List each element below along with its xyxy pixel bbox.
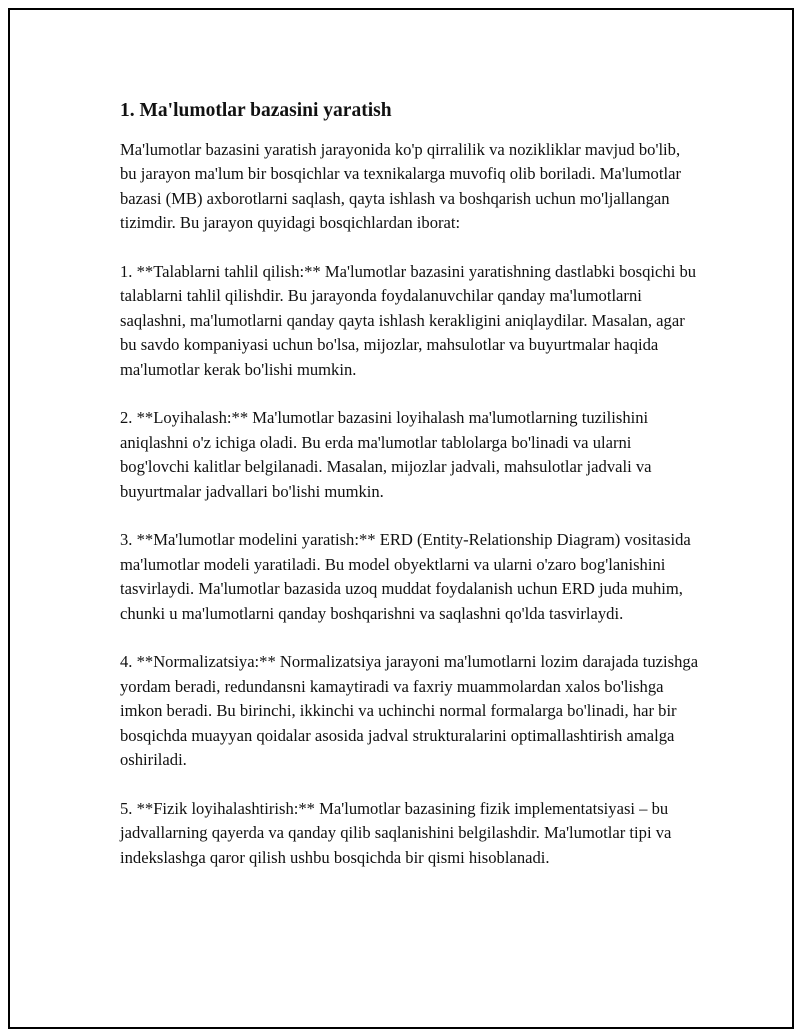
paragraph-physical-design: 5. **Fizik loyihalashtirish:** Ma'lumotlar bazasining fizik implementatsiyasi – bu jadvallarning qayerda va qanday qilib saqlanishini belgilashdir. Ma'lumotlar tipi va indekslashga qaror qilish ushbu bosqichda bir qismi hisoblanadi. bbox=[120, 798, 672, 867]
paragraph-design: 2. **Loyihalash:** Ma'lumotlar bazasini loyihalash ma'lumotlarning tuzilishini aniqlashni o'z ichiga oladi. Bu erda ma'lumotlar tablolarga bo'linadi va ularni bog'lovchi kalitlar belgilanadi. Masalan, mijozlar jadvali, mahsulotlar jadvali va buyurtmalar jadvallari bo'lishi mumkin. bbox=[120, 408, 652, 501]
document-page bbox=[8, 8, 794, 1029]
intro-paragraph: Ma'lumotlar bazasini yaratish jarayonida ko'p qirralilik va nozikliklar mavjud bo'lib, bu jarayon ma'lum bir bosqichlar va texnikalarga muvofiq olib boriladi. Ma'lumotlar bazasi (MB) axborotlarni saqlash, qayta ishlash va boshqarish uchun mo'ljallangan tizimdir. Bu jarayon quyidagi bosqichlardan iborat: bbox=[120, 140, 681, 233]
paragraph-requirements-analysis: 1. **Talablarni tahlil qilish:** Ma'lumotlar bazasini yaratishning dastlabki bosqichi bu talablarni tahlil qilishdir. Bu jarayonda foydalanuvchilar qanday ma'lumotlarni saqlashni, ma'lumotlarni qanday qayta ishlash kerakligini aniqlaydilar. Masalan, agar bu savdo kompaniyasi uchun bo'lsa, mijozlar, mahsulotlar va buyurtmalar haqida ma'lumotlar kerak bo'lishi mumkin. bbox=[120, 262, 697, 379]
document-content bbox=[120, 98, 700, 895]
paragraph-data-model: 3. **Ma'lumotlar modelini yaratish:** ERD (Entity-Relationship Diagram) vositasida ma'lumotlar modeli yaratiladi. Bu model obyektlarni va ularni o'zaro bog'lanishini tasvirlaydi. Ma'lumotlar bazasida uzoq muddat foydalanish uchun ERD juda muhim, chunki u ma'lumotlarni qanday boshqarishni va saqlashni qo'lda tasvirlaydi. bbox=[120, 530, 691, 623]
document-title: 1. Ma'lumotlar bazasini yaratish bbox=[120, 100, 392, 121]
paragraph-normalization: 4. **Normalizatsiya:** Normalizatsiya jarayoni ma'lumotlarni lozim darajada tuzishga yordam beradi, redundansni kamaytiradi va faxriy muammolardan xalos bo'lishga imkon beradi. Bu birinchi, ikkinchi va uchinchi normal formalarga bo'linadi, har bir bosqichda muayyan qoidalar asosida jadval strukturalarini optimallashtirish amalga oshiriladi. bbox=[120, 652, 699, 770]
